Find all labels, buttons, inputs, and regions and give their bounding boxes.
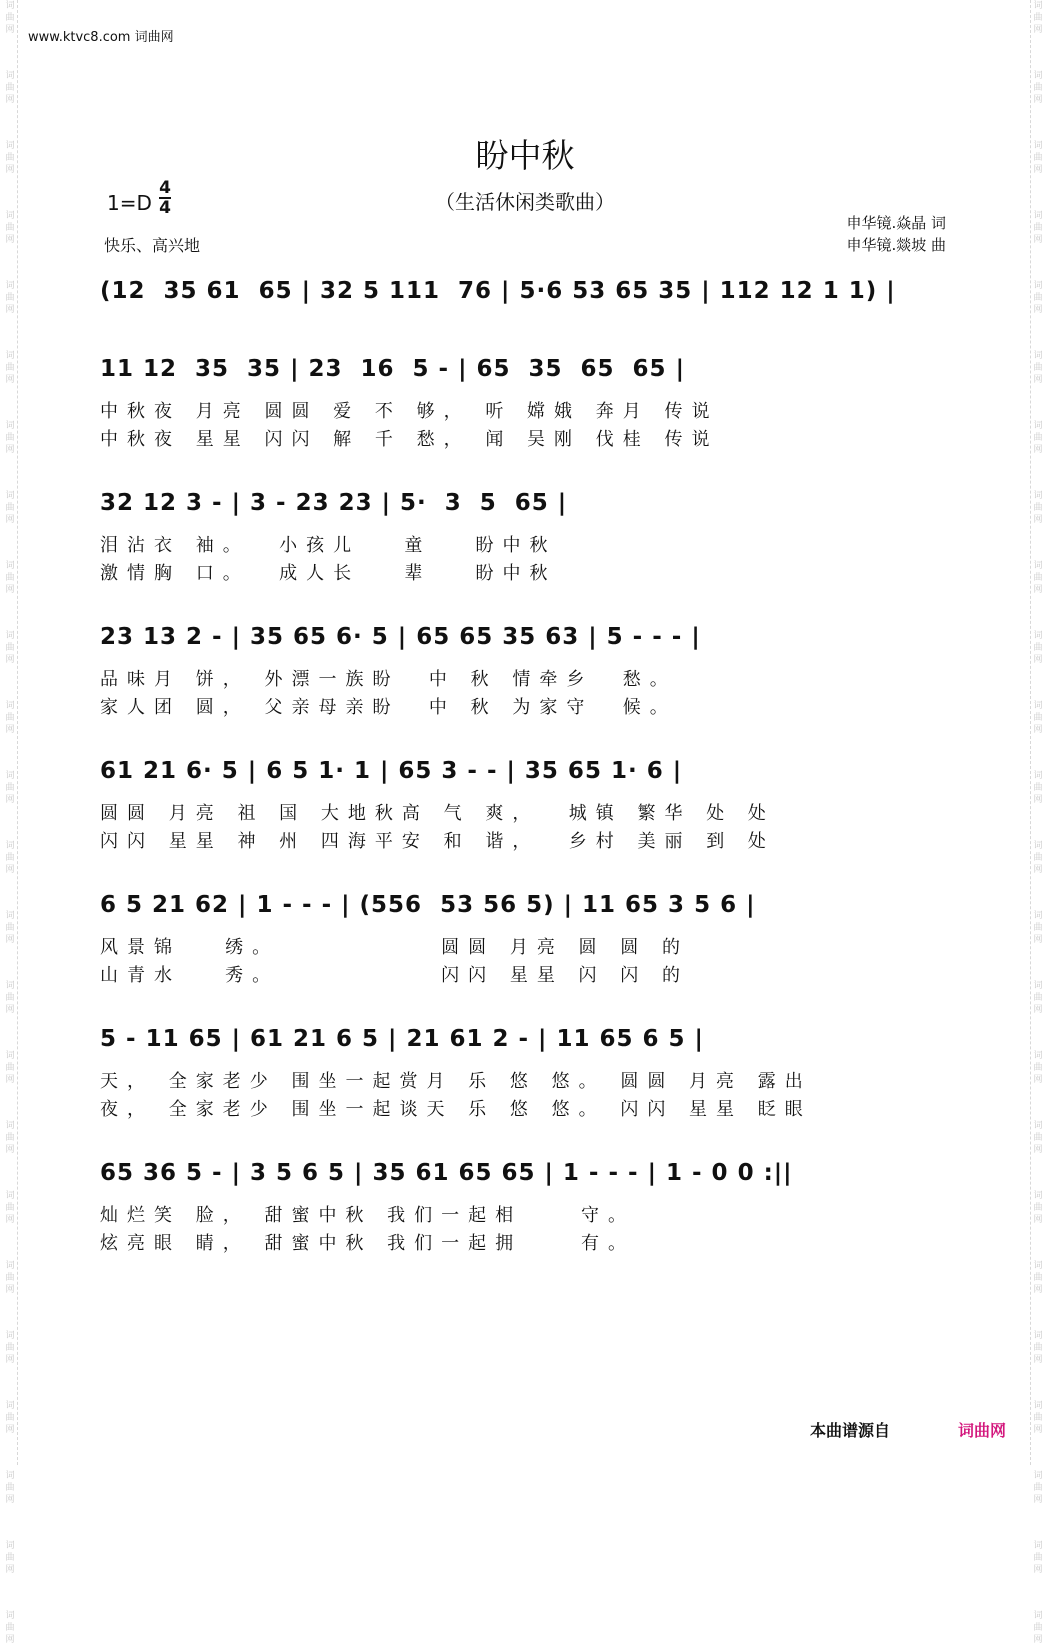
lyrics-line-2-verse2: 中秋夜 星星 闪闪 解 千 愁， 闻 吴刚 伐桂 传说 — [100, 429, 719, 450]
lyrics-line-3-verse1: 泪沾衣 袖。 小孩儿 童 盼中秋 — [100, 535, 557, 556]
watermark-text: 词曲网 — [5, 1471, 15, 1505]
watermark-text: 词曲网 — [5, 631, 15, 665]
watermark-text: 词曲网 — [5, 771, 15, 805]
watermark-text: 词曲网 — [1033, 911, 1043, 945]
time-signature-top: 4 — [159, 178, 171, 198]
watermark-text: 词曲网 — [5, 1191, 15, 1225]
watermark-text: 词曲网 — [5, 1401, 15, 1435]
watermark-text: 词曲网 — [1033, 1261, 1043, 1295]
lyrics-line-4-verse2: 家人团 圆， 父亲母亲盼 中 秋 为家守 候。 — [100, 697, 677, 718]
source-site-link[interactable]: 词曲网 — [958, 1421, 1007, 1440]
tempo-marking: 快乐、高兴地 — [104, 236, 201, 255]
notation-line-4: 23 13 2 - | 35 65 6· 5 | 65 65 35 63 | 5 - - - | — [100, 624, 701, 650]
key-signature: 1=D — [107, 191, 152, 215]
watermark-text: 词曲网 — [1033, 281, 1043, 315]
lyrics-line-7-verse2: 夜， 全家老少 围坐一起谈天 乐 悠 悠。 闪闪 星星 眨眼 — [100, 1099, 812, 1120]
notation-line-3: 32 12 3 - | 3 - 23 23 | 5· 3 5 65 | — [100, 490, 568, 516]
watermark-text: 词曲网 — [1033, 981, 1043, 1015]
watermark-text: 词曲网 — [5, 141, 15, 175]
lyricist-credit: 申华镜.焱晶 词 — [846, 214, 946, 232]
watermark-text: 词曲网 — [5, 701, 15, 735]
notation-line-6: 6 5 21 62 | 1 - - - | (556 53 56 5) | 11 65 3 5 6 | — [100, 892, 756, 918]
watermark-text: 词曲网 — [1033, 1541, 1043, 1575]
watermark-text: 词曲网 — [5, 1, 15, 35]
watermark-text: 词曲网 — [1033, 841, 1043, 875]
time-signature — [159, 179, 171, 217]
song-title: 盼中秋 — [475, 136, 575, 175]
watermark-text: 词曲网 — [5, 1261, 15, 1295]
lyrics-line-6-verse1: 风景锦 绣。 圆圆 月亮 圆 圆 的 — [100, 937, 689, 958]
watermark-text: 词曲网 — [5, 281, 15, 315]
watermark-text: 词曲网 — [1033, 71, 1043, 105]
source-label: 本曲谱源自 — [810, 1421, 891, 1440]
time-signature-bottom: 4 — [159, 198, 171, 218]
watermark-text: 词曲网 — [1033, 491, 1043, 525]
watermark-text: 词曲网 — [1033, 1331, 1043, 1365]
watermark-text: 词曲网 — [1033, 421, 1043, 455]
watermark-text: 词曲网 — [5, 1331, 15, 1365]
notation-line-1: (12 35 61 65 | 32 5 111 76 | 5·6 53 65 35 | 112 12 1 1) | — [100, 278, 896, 304]
watermark-text: 词曲网 — [5, 1051, 15, 1085]
lyrics-line-8-verse2: 炫亮眼 睛， 甜蜜中秋 我们一起拥 有。 — [100, 1233, 636, 1254]
site-url-watermark: www.ktvc8.com 词曲网 — [28, 30, 174, 45]
watermark-text: 词曲网 — [1033, 561, 1043, 595]
lyrics-line-5-verse2: 闪闪 星星 神 州 四海平安 和 谐， 乡村 美丽 到 处 — [100, 831, 775, 852]
watermark-text: 词曲网 — [5, 421, 15, 455]
left-watermark-strip — [3, 0, 18, 1645]
watermark-text: 词曲网 — [5, 561, 15, 595]
notation-line-8: 65 36 5 - | 3 5 6 5 | 35 61 65 65 | 1 - - - | 1 - 0 0 :|| — [100, 1160, 793, 1186]
notation-line-2: 11 12 35 35 | 23 16 5 - | 65 35 65 65 | — [100, 356, 685, 382]
watermark-text: 词曲网 — [1033, 1401, 1043, 1435]
watermark-text: 词曲网 — [1033, 1, 1043, 35]
composer-credit: 申华镜.燚坡 曲 — [846, 236, 946, 254]
watermark-text: 词曲网 — [5, 491, 15, 525]
watermark-text: 词曲网 — [1033, 1471, 1043, 1505]
lyrics-line-8-verse1: 灿烂笑 脸， 甜蜜中秋 我们一起相 守。 — [100, 1205, 636, 1226]
right-watermark-strip — [1030, 0, 1045, 1645]
notation-line-5: 61 21 6· 5 | 6 5 1· 1 | 65 3 - - | 35 65 1· 6 | — [100, 758, 683, 784]
watermark-text: 词曲网 — [1033, 141, 1043, 175]
watermark-text: 词曲网 — [1033, 1611, 1043, 1645]
song-subtitle: （生活休闲类歌曲） — [435, 190, 615, 214]
lyrics-line-3-verse2: 激情胸 口。 成人长 辈 盼中秋 — [100, 563, 557, 584]
lyrics-line-4-verse1: 品味月 饼， 外漂一族盼 中 秋 情牵乡 愁。 — [100, 669, 677, 690]
watermark-text: 词曲网 — [5, 841, 15, 875]
notation-line-7: 5 - 11 65 | 61 21 6 5 | 21 61 2 - | 11 65 6 5 | — [100, 1026, 704, 1052]
watermark-text: 词曲网 — [1033, 771, 1043, 805]
watermark-text: 词曲网 — [1033, 211, 1043, 245]
lyrics-line-5-verse1: 圆圆 月亮 祖 国 大地秋高 气 爽， 城镇 繁华 处 处 — [100, 803, 775, 824]
lyrics-line-2-verse1: 中秋夜 月亮 圆圆 爱 不 够， 听 嫦娥 奔月 传说 — [100, 401, 719, 422]
watermark-text: 词曲网 — [1033, 351, 1043, 385]
watermark-text: 词曲网 — [5, 911, 15, 945]
watermark-text: 词曲网 — [1033, 1051, 1043, 1085]
watermark-text: 词曲网 — [1033, 631, 1043, 665]
watermark-text: 词曲网 — [5, 981, 15, 1015]
watermark-text: 词曲网 — [5, 351, 15, 385]
lyrics-line-6-verse2: 山青水 秀。 闪闪 星星 闪 闪 的 — [100, 965, 689, 986]
lyrics-line-7-verse1: 天， 全家老少 围坐一起赏月 乐 悠 悠。 圆圆 月亮 露出 — [100, 1071, 812, 1092]
watermark-text: 词曲网 — [5, 1541, 15, 1575]
watermark-text: 词曲网 — [1033, 1121, 1043, 1155]
watermark-text: 词曲网 — [5, 1611, 15, 1645]
watermark-text: 词曲网 — [5, 71, 15, 105]
watermark-text: 词曲网 — [5, 211, 15, 245]
watermark-text: 词曲网 — [1033, 701, 1043, 735]
watermark-text: 词曲网 — [1033, 1191, 1043, 1225]
watermark-text: 词曲网 — [5, 1121, 15, 1155]
